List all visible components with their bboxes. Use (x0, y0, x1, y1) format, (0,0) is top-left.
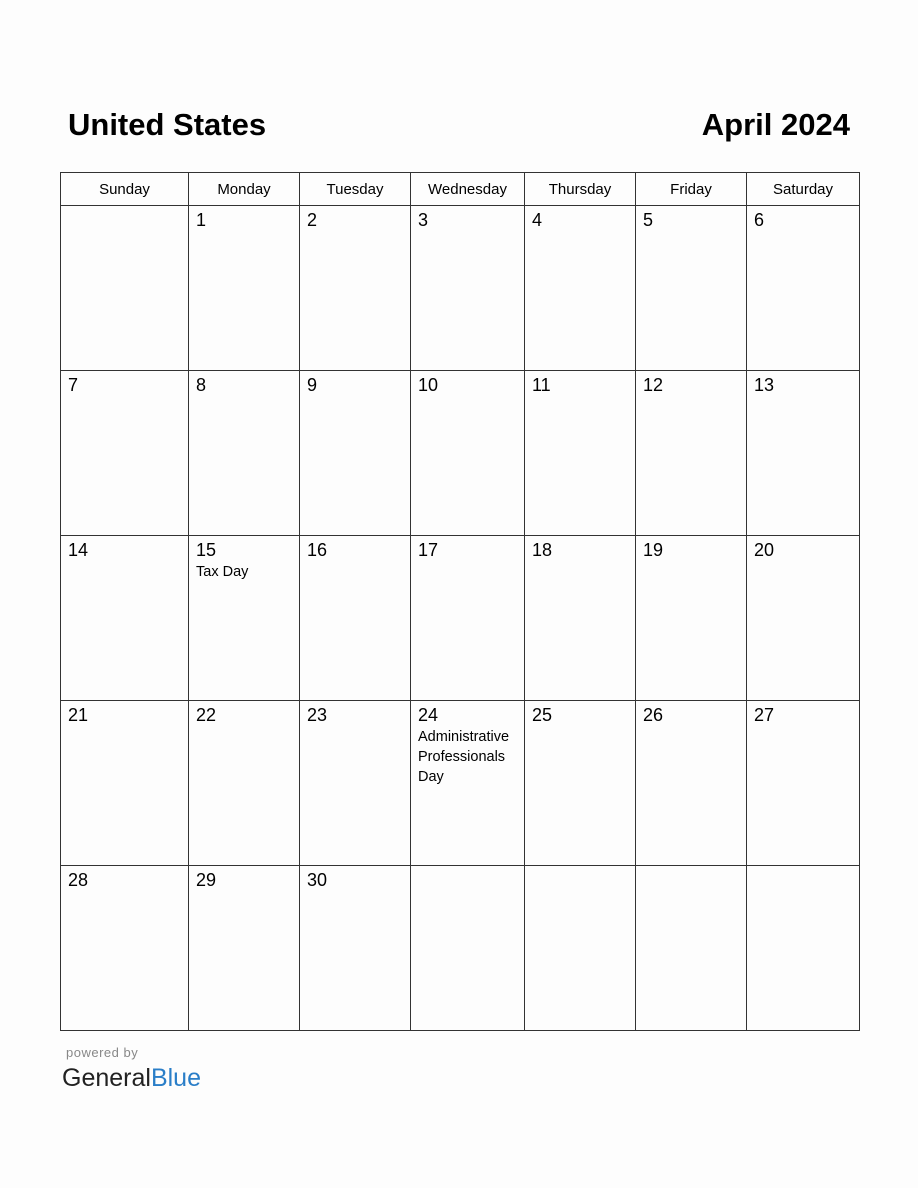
day-cell-content (189, 371, 299, 535)
day-cell (61, 206, 189, 371)
day-number: 4 (532, 210, 543, 230)
day-cell-content (747, 701, 859, 865)
day-number: 23 (307, 705, 328, 725)
day-number: 8 (196, 375, 207, 395)
day-cell-content (300, 701, 410, 865)
day-number: 19 (643, 540, 664, 560)
weekday-header: Thursday (525, 173, 636, 206)
day-cell-content (189, 536, 299, 700)
day-number: 9 (307, 375, 318, 395)
day-cell (747, 536, 860, 701)
day-cell-content (61, 536, 188, 700)
day-cell (189, 536, 300, 701)
calendar-country-title: United States (68, 107, 267, 142)
logo-text-blue: Blue (150, 1064, 201, 1092)
day-number: 7 (68, 375, 79, 395)
day-cell (189, 371, 300, 536)
holiday-label: Administrative Professionals Day (418, 729, 510, 785)
day-cell-content (300, 866, 410, 1030)
day-cell (636, 536, 747, 701)
day-cell (61, 701, 189, 866)
day-number: 3 (418, 210, 429, 230)
day-cell-content (747, 371, 859, 535)
day-number: 6 (754, 210, 765, 230)
day-cell (300, 536, 411, 701)
day-cell (61, 866, 189, 1031)
weekday-header: Wednesday (411, 173, 525, 206)
day-cell (636, 701, 747, 866)
day-number: 18 (532, 540, 553, 560)
day-number: 28 (68, 870, 89, 890)
day-number: 30 (307, 870, 328, 890)
day-number: 29 (196, 870, 217, 890)
day-cell (747, 866, 860, 1031)
day-number: 11 (532, 375, 551, 395)
day-cell-content (189, 701, 299, 865)
day-cell-content (61, 371, 188, 535)
day-cell-content (636, 701, 746, 865)
day-cell-content (61, 866, 188, 1030)
day-cell (411, 206, 525, 371)
day-number: 15 (196, 540, 217, 560)
day-number: 17 (418, 540, 439, 560)
weekday-header: Sunday (61, 173, 189, 206)
day-cell (636, 866, 747, 1031)
day-cell (300, 206, 411, 371)
day-cell-content (61, 701, 188, 865)
weekday-header: Monday (189, 173, 300, 206)
day-number: 21 (68, 705, 89, 725)
day-cell (411, 866, 525, 1031)
day-cell (525, 701, 636, 866)
day-number: 22 (196, 705, 217, 725)
calendar-grid (60, 172, 860, 1031)
day-cell-content (411, 866, 524, 1030)
day-cell (411, 371, 525, 536)
day-number: 13 (754, 375, 775, 395)
day-cell-content (636, 536, 746, 700)
day-number: 25 (532, 705, 553, 725)
day-cell-content (747, 866, 859, 1030)
day-cell (636, 206, 747, 371)
day-number: 26 (643, 705, 664, 725)
calendar-month-title: April 2024 (701, 107, 850, 142)
day-cell-content (747, 536, 859, 700)
day-cell-content (636, 371, 746, 535)
day-number: 10 (418, 375, 439, 395)
day-cell-content (189, 206, 299, 370)
day-cell-content (411, 206, 524, 370)
day-number: 20 (754, 540, 775, 560)
day-cell (747, 206, 860, 371)
day-cell (189, 866, 300, 1031)
weekday-header: Saturday (747, 173, 860, 206)
day-cell-content (189, 866, 299, 1030)
day-cell-content (525, 371, 635, 535)
day-number: 27 (754, 705, 775, 725)
day-cell (189, 206, 300, 371)
day-cell (525, 536, 636, 701)
week-row (61, 206, 860, 371)
day-cell-content (636, 206, 746, 370)
day-cell (525, 206, 636, 371)
weekday-header-row (61, 173, 860, 206)
day-cell-content (525, 701, 635, 865)
week-row (61, 536, 860, 701)
day-cell-content (525, 866, 635, 1030)
day-cell-content (411, 371, 524, 535)
day-cell-content (61, 206, 188, 370)
day-cell (525, 371, 636, 536)
day-number: 2 (307, 210, 318, 230)
day-cell-content (300, 206, 410, 370)
day-cell (300, 866, 411, 1031)
day-cell (747, 371, 860, 536)
day-cell-content (525, 206, 635, 370)
day-number: 16 (307, 540, 328, 560)
day-cell-content (636, 866, 746, 1030)
weekday-header: Tuesday (300, 173, 411, 206)
day-cell (300, 371, 411, 536)
day-cell-content (300, 536, 410, 700)
day-number: 5 (643, 210, 654, 230)
week-row (61, 701, 860, 866)
week-row (61, 371, 860, 536)
day-cell (525, 866, 636, 1031)
day-cell-content (747, 206, 859, 370)
powered-by-label: powered by (66, 1045, 139, 1060)
day-cell-content (411, 536, 524, 700)
holiday-label: Tax Day (196, 564, 249, 580)
day-cell (411, 536, 525, 701)
day-cell (636, 371, 747, 536)
day-cell (300, 701, 411, 866)
week-row (61, 866, 860, 1031)
day-cell (189, 701, 300, 866)
day-number: 14 (68, 540, 89, 560)
generalblue-logo (62, 1062, 201, 1094)
day-cell-content (300, 371, 410, 535)
day-cell (61, 371, 189, 536)
day-number: 12 (643, 375, 664, 395)
day-cell-content (411, 701, 524, 865)
day-number: 24 (418, 705, 439, 725)
day-cell-content (525, 536, 635, 700)
day-number: 1 (196, 210, 207, 230)
day-cell (411, 701, 525, 866)
logo-text-general: General (62, 1064, 151, 1092)
day-cell (747, 701, 860, 866)
day-cell (61, 536, 189, 701)
weekday-header: Friday (636, 173, 747, 206)
